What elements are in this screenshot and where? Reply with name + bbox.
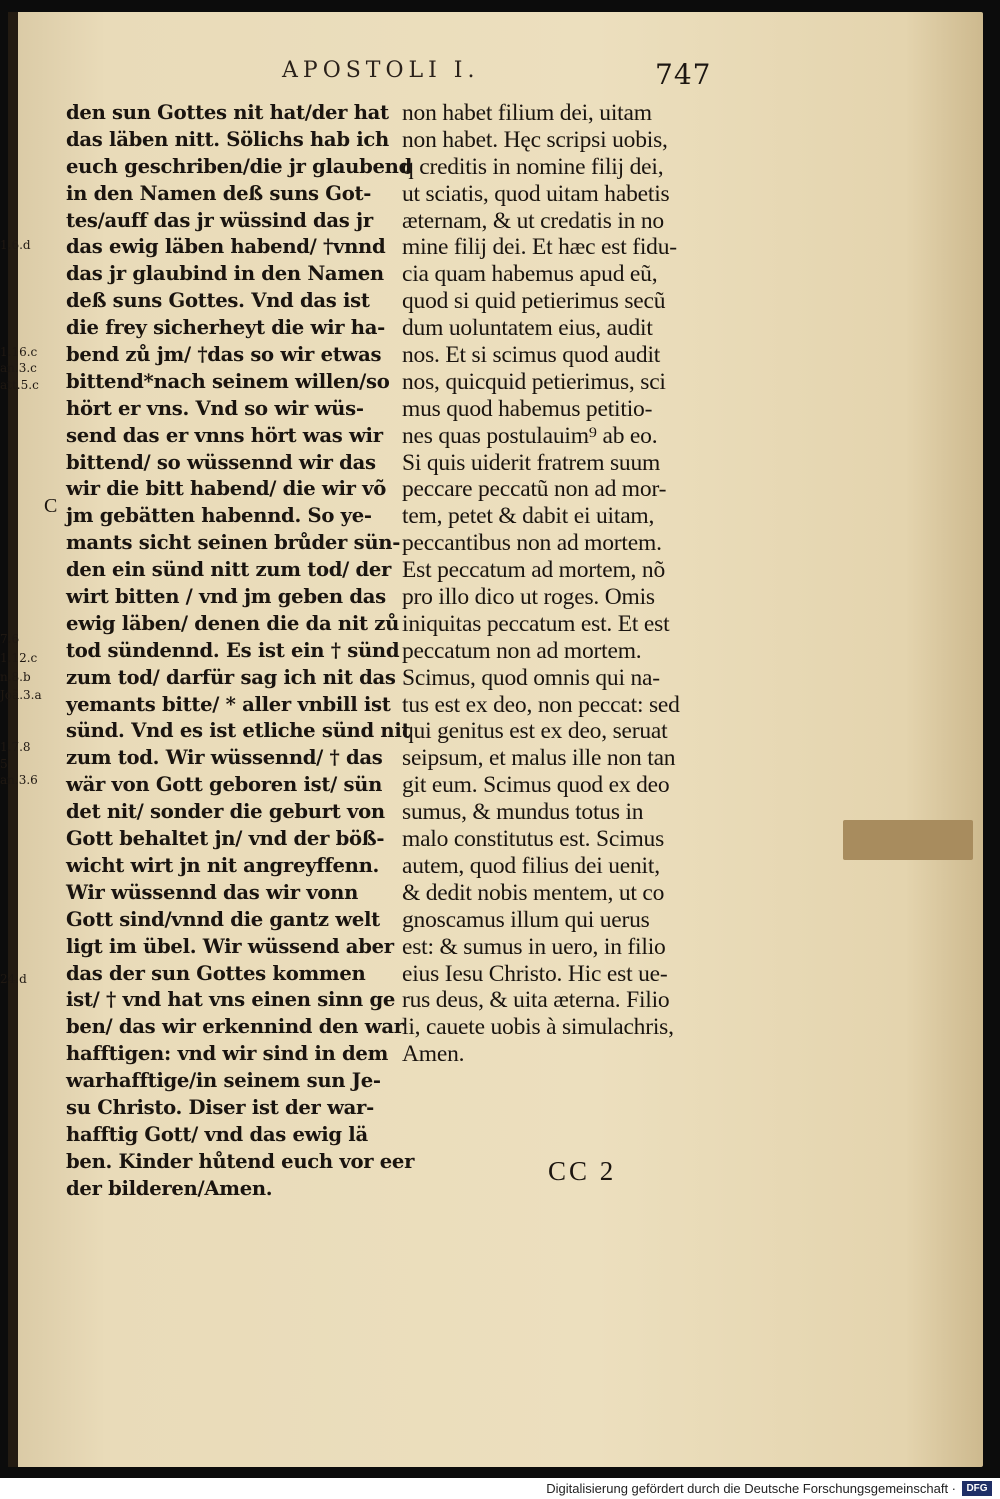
dfg-logo: DFG <box>962 1481 992 1496</box>
latin_lines-line: iniquitas peccatum est. Et est <box>402 610 670 637</box>
german_lines-line: das ewig läben habend/ †vnnd <box>66 235 386 259</box>
latin_lines-line: li, cauete uobis à simulachris, <box>402 1014 674 1041</box>
signature-mark: CC 2 <box>548 1156 617 1186</box>
latin_lines-line: tem, petet & dabit ei uitam, <box>402 503 655 530</box>
german_lines-line: sünd. Vnd es ist etliche sünd nit <box>66 719 411 743</box>
margin-note: att.5.c <box>0 378 39 392</box>
german-column <box>66 100 415 1203</box>
margin-note: 7.6 <box>0 632 20 646</box>
german_lines-line: ben/ das wir erkennind den war <box>66 1015 404 1039</box>
latin_lines-line: tus est ex deo, non peccat: sed <box>402 691 680 718</box>
latin_lines-line: q creditis in nomine filij dei, <box>402 153 664 180</box>
latin_lines-line: Est peccatum ad mortem, nõ <box>402 557 666 584</box>
german_lines-line: ben. Kinder hůtend euch vor eer <box>66 1149 415 1173</box>
latin_lines-line: cia quam habemus apud eũ, <box>402 261 658 288</box>
latin_lines-line: malo constitutus est. Scimus <box>402 826 665 853</box>
german_lines-line: Gott behaltet jn/ vnd der böß- <box>66 827 385 851</box>
latin_lines-line: Scimus, quod omnis qui na- <box>402 664 660 691</box>
latin_lines-line: autem, quod filius dei uenit, <box>402 852 660 879</box>
german_lines-line: das läben nitt. Sölichs hab ich <box>66 127 389 151</box>
latin_lines-line: mine filij dei. Et hæc est fidu- <box>402 234 677 261</box>
margin-note: 24.d <box>0 972 27 986</box>
margin-note: an.3.c <box>0 361 37 375</box>
latin_lines-line: ut sciatis, quod uitam habetis <box>402 180 670 207</box>
latin_lines-line: non habet. Hęc scripsi uobis, <box>402 126 668 153</box>
latin_lines-line: nos. Et si scimus quod audit <box>402 342 661 369</box>
latin_lines-line: pro illo dico ut roges. Omis <box>402 584 655 611</box>
latin_lines-line: Si quis uiderit fratrem suum <box>402 449 661 476</box>
german_lines-line: det nit/ sonder die geburt von <box>66 800 385 824</box>
latin_lines-line: Amen. <box>402 1041 465 1068</box>
german_lines-line: su Christo. Diser ist der war- <box>66 1095 374 1119</box>
latin_lines-line: mus quod habemus petitio- <box>402 395 653 422</box>
margin-note: Joã.3.a <box>0 688 42 702</box>
latin_lines-line: git eum. Scimus quod ex deo <box>402 772 670 799</box>
footer-bar <box>0 1478 1000 1499</box>
german_lines-line: euch geschriben/die jr glaubend <box>66 154 412 178</box>
german_lines-line: Wir wüssennd das wir vonn <box>66 880 359 904</box>
german_lines-line: das jr glaubind in den Namen <box>66 262 384 286</box>
latin_lines-line: peccatum non ad mortem. <box>402 637 642 664</box>
latin_lines-line: & dedit nobis mentem, ut co <box>402 879 665 906</box>
german_lines-line: warhafftige/in seinem sun Je- <box>66 1069 381 1093</box>
german_lines-line: hört er vns. Vnd so wir wüs- <box>66 396 364 420</box>
margin-note: 1.6.d <box>0 238 31 252</box>
german_lines-line: in den Namen deß suns Got- <box>66 181 372 205</box>
latin_lines-line: nos, quicquid petierimus, sci <box>402 368 666 395</box>
german_lines-line: Gott sind/vnnd die gantz welt <box>66 907 380 931</box>
latin_lines-line: quod si quid petierimus secũ <box>402 288 666 315</box>
margin-note: n.8.b <box>0 670 31 684</box>
latin_lines-line: sumus, & mundus totus in <box>402 799 644 826</box>
latin_lines-line: gnoscamus illum qui uerus <box>402 906 650 933</box>
margin-note: 1.16.c <box>0 345 38 359</box>
german_lines-line: hafftig Gott/ vnd das ewig lä <box>66 1122 368 1146</box>
latin_lines-line: nes quas postulauim⁹ ab eo. <box>402 422 658 449</box>
latin_lines-line: eius Iesu Christo. Hic est ue- <box>402 960 668 987</box>
margin-note: 1.12.c <box>0 651 38 665</box>
margin-note: 5 <box>0 757 8 771</box>
german_lines-line: der bilderen/Amen. <box>66 1176 273 1200</box>
german_lines-line: hafftigen: vnd wir sind in dem <box>66 1042 389 1066</box>
german_lines-line: bittend*nach seinem willen/so <box>66 369 390 393</box>
german_lines-line: wirt bitten / vnd jm geben das <box>66 585 386 609</box>
folio-number: 747 <box>655 58 712 91</box>
german_lines-line: den ein sünd nitt zum tod/ der <box>66 558 392 582</box>
german_lines-line: jm gebätten habennd. So ye- <box>66 504 372 528</box>
german_lines-line: den sun Gottes nit hat/der hat <box>66 101 389 124</box>
german_lines-line: deß suns Gottes. Vnd das ist <box>66 289 370 313</box>
german_lines-line: ist/ † vnd hat vns einen sinn ge <box>66 988 396 1012</box>
latin_lines-line: est: & sumus in uero, in filio <box>402 933 666 960</box>
paper-tab-marker <box>843 820 973 860</box>
german_lines-line: ewig läben/ denen die da nit zů <box>66 611 400 635</box>
margin-note: 1.7.8 <box>0 740 31 754</box>
latin-column <box>402 100 717 1068</box>
german_lines-line: wir die bitt habend/ die wir võ <box>66 477 387 501</box>
latin_lines-line: seipsum, et malus ille non tan <box>402 745 676 772</box>
german_lines-line: wicht wirt jn nit angreyffenn. <box>66 853 380 877</box>
latin_lines-line: dum uoluntatem eius, audit <box>402 315 653 342</box>
latin_lines-line: peccantibus non ad mortem. <box>402 530 662 557</box>
footer-credit: Digitalisierung gefördert durch die Deutsche Forschungsgemeinschaft · <box>546 1481 956 1496</box>
latin_lines-line: peccare peccatũ non ad mor- <box>402 476 667 503</box>
german_lines-line: bittend/ so wüssennd wir das <box>66 450 376 474</box>
section-letter: C <box>44 495 58 517</box>
german_lines-line: die frey sicherheyt die wir ha- <box>66 316 385 340</box>
german_lines-line: das der sun Gottes kommen <box>66 961 366 985</box>
latin_lines-line: qui genitus est ex deo, seruat <box>402 718 668 745</box>
german_lines-line: tes/auff das jr wüssind das jr <box>66 208 373 232</box>
german_lines-line: wär von Gott geboren ist/ sün <box>66 773 383 797</box>
latin_lines-line: non habet filium dei, uitam <box>402 100 652 126</box>
german_lines-line: mants sicht seinen brůder sün- <box>66 531 401 555</box>
margin-note: an.3.6 <box>0 773 38 787</box>
german_lines-line: bend zů jm/ †das so wir etwas <box>66 343 382 367</box>
latin_lines-line: æternam, & ut credatis in no <box>402 207 664 234</box>
running-title: APOSTOLI I. <box>282 58 480 83</box>
german_lines-line: zum tod. Wir wüssennd/ † das <box>66 746 383 770</box>
german_lines-line: send das er vnns hört was wir <box>66 423 383 447</box>
german_lines-line: tod sündennd. Es ist ein † sünd <box>66 638 400 662</box>
german_lines-line: zum tod/ darfür sag ich nit das <box>66 665 396 689</box>
german_lines-line: yemants bitte/ * aller vnbill ist <box>66 692 391 716</box>
latin_lines-line: rus deus, & uita æterna. Filio <box>402 987 670 1014</box>
german_lines-line: ligt im übel. Wir wüssend aber <box>66 934 394 958</box>
